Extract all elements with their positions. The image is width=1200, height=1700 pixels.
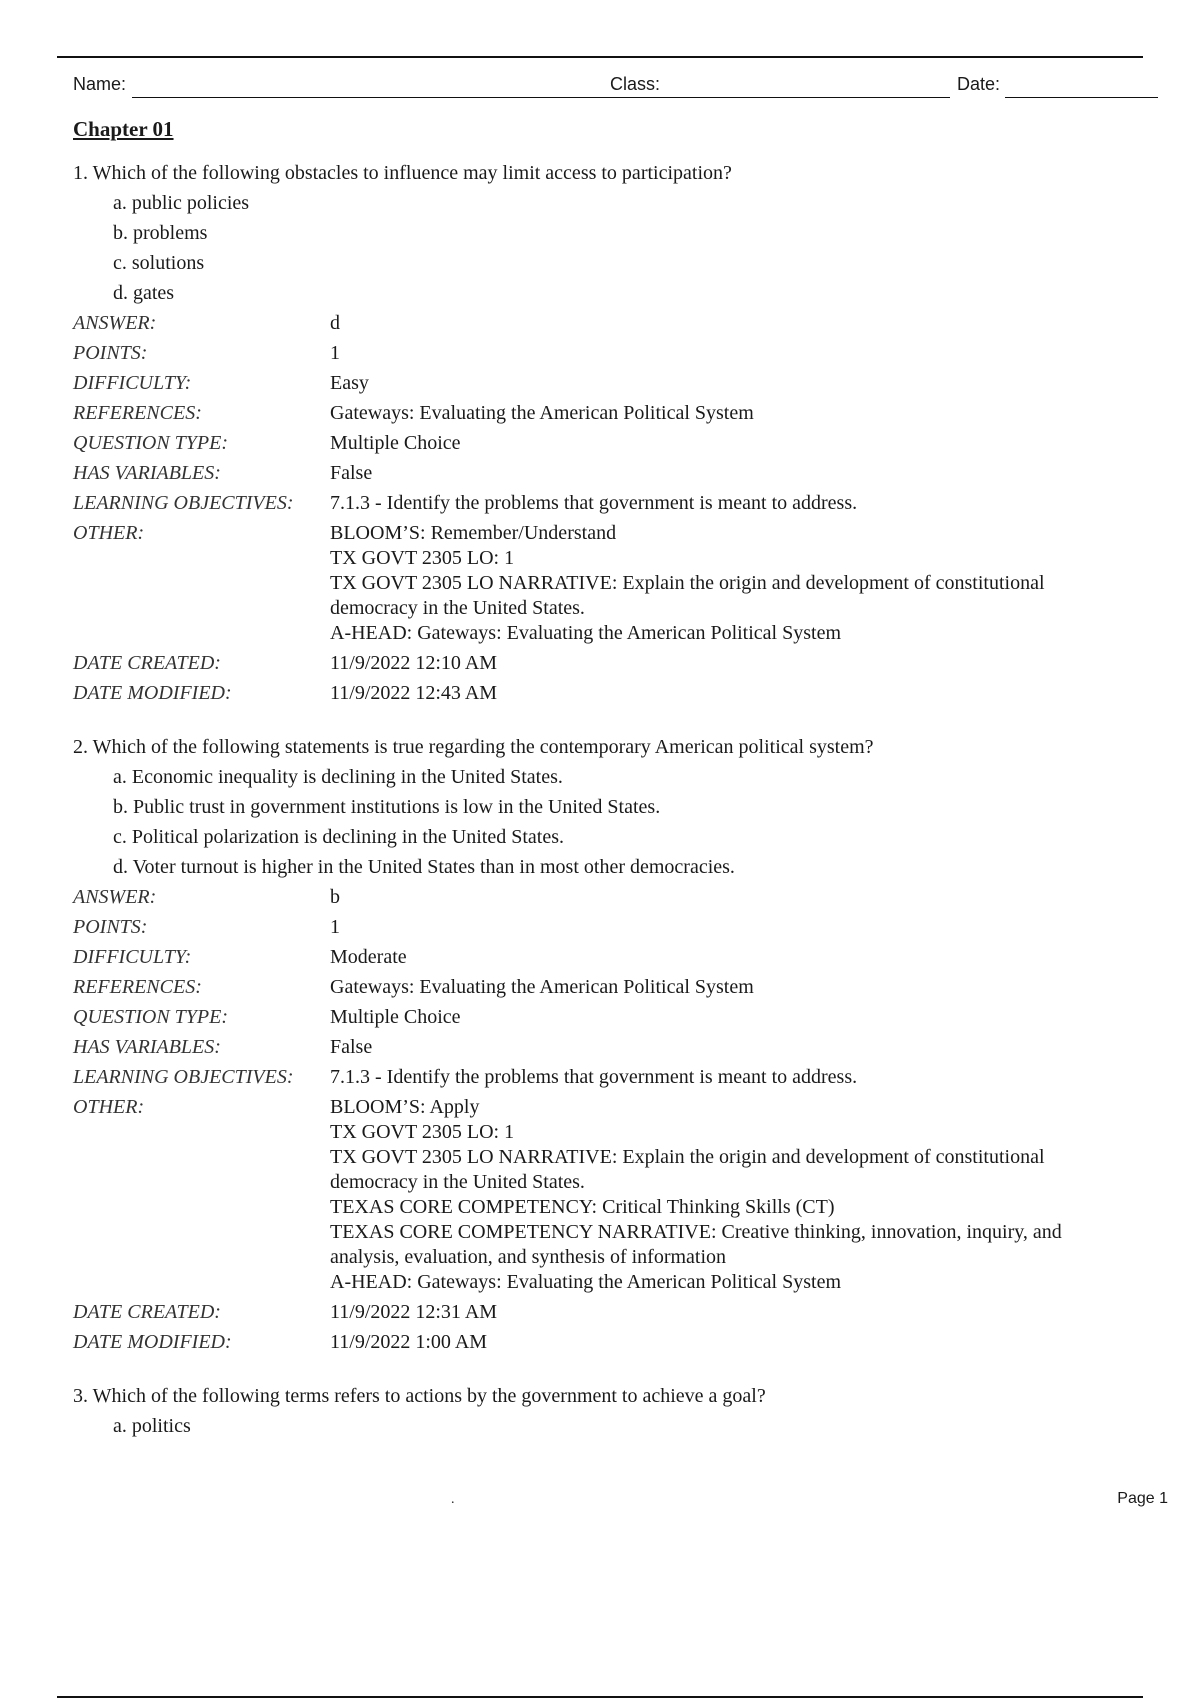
references-label: REFERENCES: <box>73 402 202 424</box>
date-modified-label: DATE MODIFIED: <box>73 1331 232 1353</box>
other-line: TX GOVT 2305 LO NARRATIVE: Explain the origin and development of constitutional <box>330 572 1045 594</box>
date-modified-row <box>73 1327 1153 1357</box>
date-modified-row <box>73 678 1153 708</box>
points-label: POINTS: <box>73 342 148 364</box>
points-row <box>73 338 1153 368</box>
answer-option: b. Public trust in government institutions is low in the United States. <box>113 796 661 818</box>
chapter-title: Chapter 01 <box>73 117 174 141</box>
question-list <box>73 160 1153 1467</box>
question-2 <box>73 734 1153 1357</box>
other-line: TX GOVT 2305 LO NARRATIVE: Explain the origin and development of constitutional <box>330 1146 1045 1168</box>
name-field[interactable] <box>132 97 680 98</box>
date-modified-value: 11/9/2022 12:43 AM <box>330 682 498 704</box>
name-label: Name: <box>73 74 127 94</box>
other-row <box>73 1092 1153 1297</box>
has-variables-row <box>73 1032 1153 1062</box>
top-rule <box>57 56 1143 58</box>
class-field[interactable] <box>663 97 950 98</box>
answer-value: d <box>330 312 340 334</box>
question-text: 1. Which of the following obstacles to influence may limit access to participation? <box>73 162 732 184</box>
references-row <box>73 398 1153 428</box>
question-text: 3. Which of the following terms refers to actions by the government to achieve a goal? <box>73 1385 766 1407</box>
question-type-value: Multiple Choice <box>330 1006 461 1028</box>
other-line: analysis, evaluation, and synthesis of information <box>330 1246 727 1268</box>
bottom-rule <box>57 1696 1143 1698</box>
answer-option: b. problems <box>113 222 208 244</box>
has-variables-label: HAS VARIABLES: <box>73 462 221 484</box>
question-type-row <box>73 1002 1153 1032</box>
date-created-label: DATE CREATED: <box>73 1301 221 1323</box>
learning-objectives-row <box>73 488 1153 518</box>
other-label: OTHER: <box>73 522 145 544</box>
date-created-row <box>73 648 1153 678</box>
date-created-label: DATE CREATED: <box>73 652 221 674</box>
learning-objectives-value: 7.1.3 - Identify the problems that government is meant to address. <box>330 1066 858 1088</box>
difficulty-value: Easy <box>330 372 369 394</box>
question-type-value: Multiple Choice <box>330 432 461 454</box>
date-created-value: 11/9/2022 12:31 AM <box>330 1301 498 1323</box>
references-label: REFERENCES: <box>73 976 202 998</box>
other-line: BLOOM’S: Apply <box>330 1096 480 1118</box>
other-line: democracy in the United States. <box>330 1171 585 1193</box>
other-value <box>330 518 1153 648</box>
other-label: OTHER: <box>73 1096 145 1118</box>
date-created-value: 11/9/2022 12:10 AM <box>330 652 498 674</box>
difficulty-value: Moderate <box>330 946 407 968</box>
difficulty-row <box>73 942 1153 972</box>
page-number: Page 1 <box>1117 1490 1168 1507</box>
question-text: 2. Which of the following statements is true regarding the contemporary American political system? <box>73 736 874 758</box>
points-value: 1 <box>330 342 340 364</box>
answer-option: a. public policies <box>113 192 250 214</box>
other-line: A-HEAD: Gateways: Evaluating the American Political System <box>330 1271 841 1293</box>
answer-option: d. Voter turnout is higher in the United States than in most other democracies. <box>113 856 735 878</box>
other-line: A-HEAD: Gateways: Evaluating the American Political System <box>330 622 841 644</box>
difficulty-label: DIFFICULTY: <box>73 372 192 394</box>
answer-option: d. gates <box>113 282 175 304</box>
other-line: TEXAS CORE COMPETENCY NARRATIVE: Creative thinking, innovation, inquiry, and <box>330 1221 1062 1243</box>
answer-option: a. politics <box>113 1415 191 1437</box>
other-row <box>73 518 1153 648</box>
points-row <box>73 912 1153 942</box>
answer-option: c. Political polarization is declining in the United States. <box>113 826 565 848</box>
question-type-row <box>73 428 1153 458</box>
date-modified-label: DATE MODIFIED: <box>73 682 232 704</box>
references-value: Gateways: Evaluating the American Political System <box>330 402 754 424</box>
date-created-row <box>73 1297 1153 1327</box>
has-variables-value: False <box>330 1036 373 1058</box>
has-variables-label: HAS VARIABLES: <box>73 1036 221 1058</box>
other-line: TX GOVT 2305 LO: 1 <box>330 1121 515 1143</box>
date-modified-value: 11/9/2022 1:00 AM <box>330 1331 488 1353</box>
answer-label: ANSWER: <box>73 312 157 334</box>
answer-option: c. solutions <box>113 252 205 274</box>
learning-objectives-row <box>73 1062 1153 1092</box>
answer-row <box>73 882 1153 912</box>
other-line: TX GOVT 2305 LO: 1 <box>330 547 515 569</box>
points-label: POINTS: <box>73 916 148 938</box>
answer-value: b <box>330 886 340 908</box>
learning-objectives-value: 7.1.3 - Identify the problems that government is meant to address. <box>330 492 858 514</box>
other-line: BLOOM’S: Remember/Understand <box>330 522 617 544</box>
class-label: Class: <box>610 74 661 94</box>
learning-objectives-label: LEARNING OBJECTIVES: <box>73 1066 294 1088</box>
answer-row <box>73 308 1153 338</box>
references-row <box>73 972 1153 1002</box>
answer-option: a. Economic inequality is declining in the United States. <box>113 766 563 788</box>
learning-objectives-label: LEARNING OBJECTIVES: <box>73 492 294 514</box>
question-type-label: QUESTION TYPE: <box>73 1006 229 1028</box>
question-3 <box>73 1383 1153 1441</box>
date-field[interactable] <box>1005 97 1158 98</box>
difficulty-row <box>73 368 1153 398</box>
student-info-header <box>73 72 1158 102</box>
has-variables-value: False <box>330 462 373 484</box>
references-value: Gateways: Evaluating the American Political System <box>330 976 754 998</box>
other-line: TEXAS CORE COMPETENCY: Critical Thinking Skills (CT) <box>330 1196 835 1218</box>
points-value: 1 <box>330 916 340 938</box>
other-line: democracy in the United States. <box>330 597 585 619</box>
has-variables-row <box>73 458 1153 488</box>
question-type-label: QUESTION TYPE: <box>73 432 229 454</box>
footer-dot: . <box>451 1492 455 1507</box>
difficulty-label: DIFFICULTY: <box>73 946 192 968</box>
answer-label: ANSWER: <box>73 886 157 908</box>
question-1 <box>73 160 1153 708</box>
date-label: Date: <box>957 74 1001 94</box>
other-value <box>330 1092 1153 1297</box>
